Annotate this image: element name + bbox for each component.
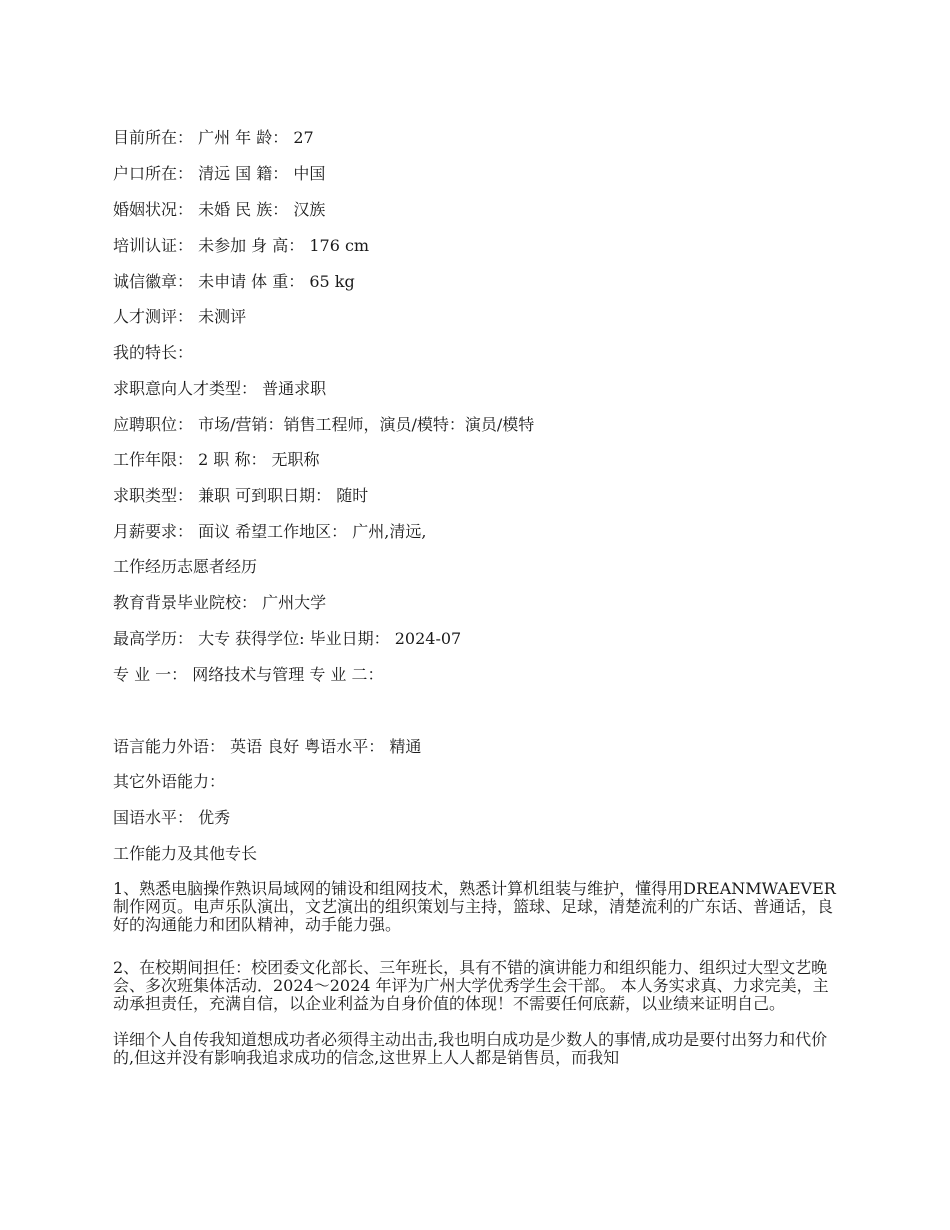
training-height-line: 培训认证： 未参加 身 高： 176 cm	[113, 236, 370, 255]
mandarin-level-line: 国语水平： 优秀	[113, 808, 231, 827]
skills-paragraph-2: 2、在校期间担任：校团委文化部长、三年班长，具有不错的演讲能力和组织能力、组织过大型文艺晚会、多次班集体活动．2024～2024 年评为广州大学优秀学生会干部。 本人务实求真、力求完美，主动承担责任，充满自信，以企业利益为自身价值的体现！不需要任何底薪，以业绩来证明自己。	[113, 958, 829, 1013]
specialty-label: 我的特长：	[113, 343, 194, 362]
autobiography-paragraph: 详细个人自传我知道想成功者必须得主动出击,我也明白成功是少数人的事情,成功是要付出努力和代价的,但这并没有影响我追求成功的信念,这世界上人人都是销售员，而我知	[113, 1030, 828, 1067]
badge-weight-line: 诚信徽章： 未申请 体 重： 65 kg	[113, 272, 355, 291]
applied-position-line: 应聘职位： 市场/营销：销售工程师，演员/模特：演员/模特	[113, 415, 535, 434]
other-languages-line: 其它外语能力：	[113, 772, 226, 791]
degree-graduation-line: 最高学历： 大专 获得学位: 毕业日期： 2024-07	[113, 629, 462, 648]
skills-paragraph-1: 1、熟悉电脑操作熟识局域网的铺设和组网技术，熟悉计算机组装与维护，懂得用DREANMWAEVER 制作网页。电声乐队演出，文艺演出的组织策划与主持，篮球、足球，清楚流利的广东话、普通话，良好的沟通能力和团队精神，动手能力强。	[113, 879, 836, 934]
talent-assessment-line: 人才测评： 未测评	[113, 307, 247, 326]
education-school-line: 教育背景毕业院校： 广州大学	[113, 593, 327, 612]
major-line: 专 业 一： 网络技术与管理 专 业 二：	[113, 665, 384, 684]
job-type-availability-line: 求职类型： 兼职 可到职日期： 随时	[113, 486, 369, 505]
work-years-title-line: 工作年限： 2 职 称： 无职称	[113, 450, 320, 469]
current-location-age-line: 目前所在： 广州 年 龄： 27	[113, 128, 314, 147]
job-intention-type-line: 求职意向人才类型： 普通求职	[113, 379, 327, 398]
work-experience-heading: 工作经历志愿者经历	[113, 557, 258, 576]
salary-region-line: 月薪要求： 面议 希望工作地区： 广州,清远,	[113, 522, 427, 541]
skills-heading: 工作能力及其他专长	[113, 844, 258, 863]
language-ability-line: 语言能力外语： 英语 良好 粤语水平： 精通	[113, 737, 422, 756]
hukou-nationality-line: 户口所在： 清远 国 籍： 中国	[113, 164, 326, 183]
marital-ethnicity-line: 婚姻状况： 未婚 民 族： 汉族	[113, 200, 326, 219]
